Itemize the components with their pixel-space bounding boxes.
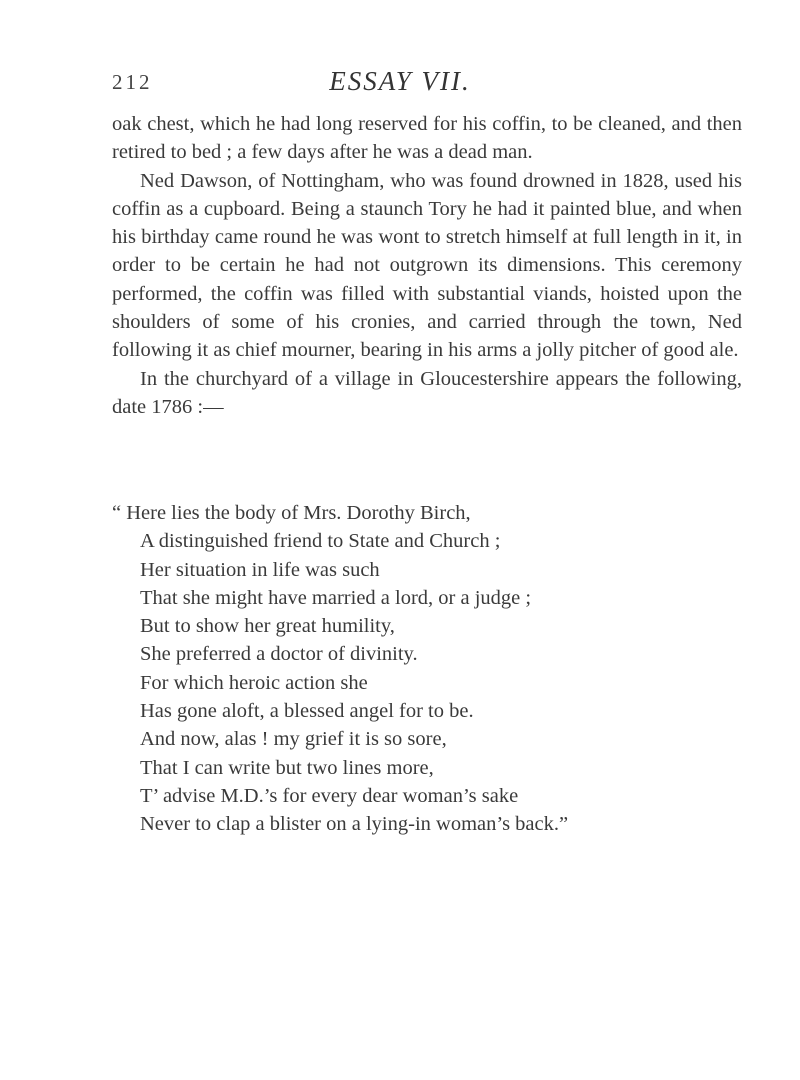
verse-line: That I can write but two lines more, (140, 756, 434, 779)
verse-line: Has gone aloft, a blessed angel for to be. (140, 700, 474, 723)
verse-line: A distinguished friend to State and Church ; (140, 530, 501, 553)
verse-line: Never to clap a blister on a lying-in woman’s back.” (140, 813, 569, 836)
verse-line: And now, alas ! my grief it is so sore, (140, 728, 447, 751)
paragraph: Ned Dawson, of Nottingham, who was found drowned in 1828, used his coffin as a cupboard. Being a staunch Tory he had it painted blue, and when his birthday came round he was wont to stretch himself at full length in it, in order to be certain he had not outgrown its dimensions. This ceremony performed, the coffin was filled with substantial viands, hoisted upon the shoulders of some of his cronies, and carried through the town, Ned following it as chief mourner, bearing in his arms a jolly pitcher of good ale. (112, 169, 742, 362)
verse-line: “ Here lies the body of Mrs. Dorothy Birch, (112, 502, 471, 524)
epitaph-verse (112, 499, 752, 839)
running-head: ESSAY VII. (329, 66, 471, 96)
page-number: 212 (112, 70, 153, 94)
paragraph: In the churchyard of a village in Gloucestershire appears the following, date 1786 :— (112, 367, 742, 418)
body-text (112, 110, 742, 421)
verse-line: Her situation in life was such (140, 558, 380, 581)
verse-line: That she might have married a lord, or a judge ; (140, 586, 532, 609)
verse-line: T’ advise M.D.’s for every dear woman’s sake (140, 784, 519, 807)
verse-line: For which heroic action she (140, 671, 368, 694)
paragraph: oak chest, which he had long reserved for his coffin, to be cleaned, and then retired to bed ; a few days after he was a dead man. (112, 113, 742, 164)
verse-line: But to show her great humility, (140, 615, 395, 638)
verse-line: She preferred a doctor of divinity. (140, 643, 418, 666)
